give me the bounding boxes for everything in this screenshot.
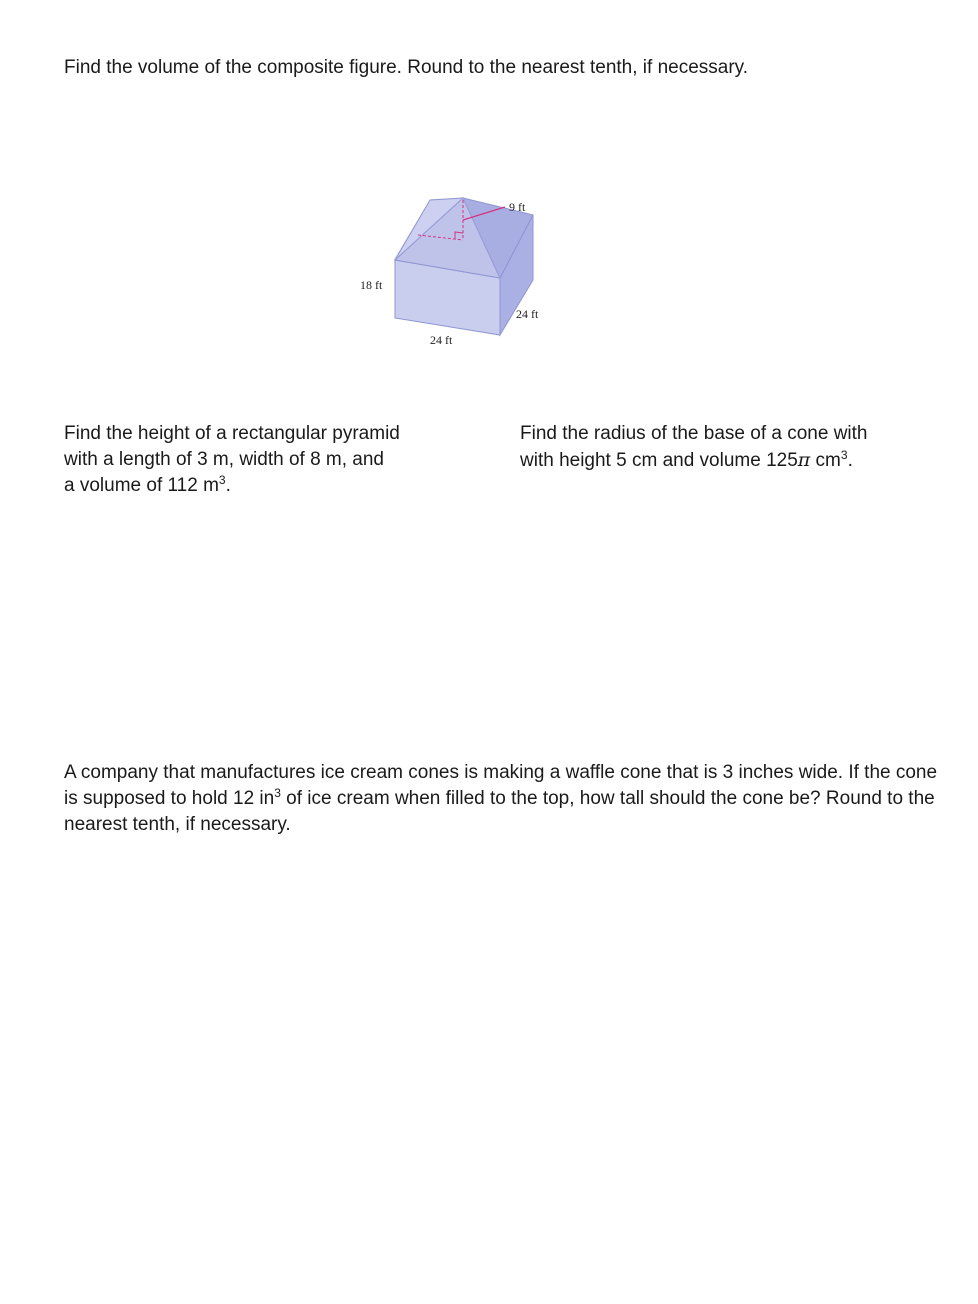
question-3-prompt [520,421,940,474]
question-4-prompt [64,760,944,838]
question-2-prompt [64,421,464,499]
q3-unit: cm [810,450,841,471]
q3-exponent: 3 [840,448,848,462]
q2-line-3: a volume of 112 m [64,475,219,496]
question-1-prompt: Find the volume of the composite figure. Round to the nearest tenth, if necessary. [64,57,749,78]
q3-period: . [847,450,853,471]
label-prism-width: 24 ft [430,333,453,347]
composite-figure-diagram [340,190,570,360]
q4-text-start: A company that manufactures ice cream cones is making a waffle cone that is 3 inches wide. If the cone is supposed to hold 12 in [64,762,938,809]
label-prism-depth: 24 ft [516,307,539,321]
q2-line-2: with a length of 3 m, width of 8 m, and [64,449,385,470]
q4-exponent: 3 [274,786,281,800]
q2-exponent: 3 [218,473,226,487]
pi-symbol: π [797,449,811,471]
label-slant-height: 9 ft [509,200,526,214]
q2-line-1: Find the height of a rectangular pyramid [64,423,400,444]
q3-line-2: with height 5 cm and volume 125 [520,450,798,471]
q3-line-1: Find the radius of the base of a cone with [520,423,868,444]
q4-text-end: of ice cream when filled to the top, how tall should the cone be? Round to the nearest tenth, if necessary. [64,788,935,835]
label-prism-height: 18 ft [360,278,383,292]
q2-period: . [225,475,231,496]
